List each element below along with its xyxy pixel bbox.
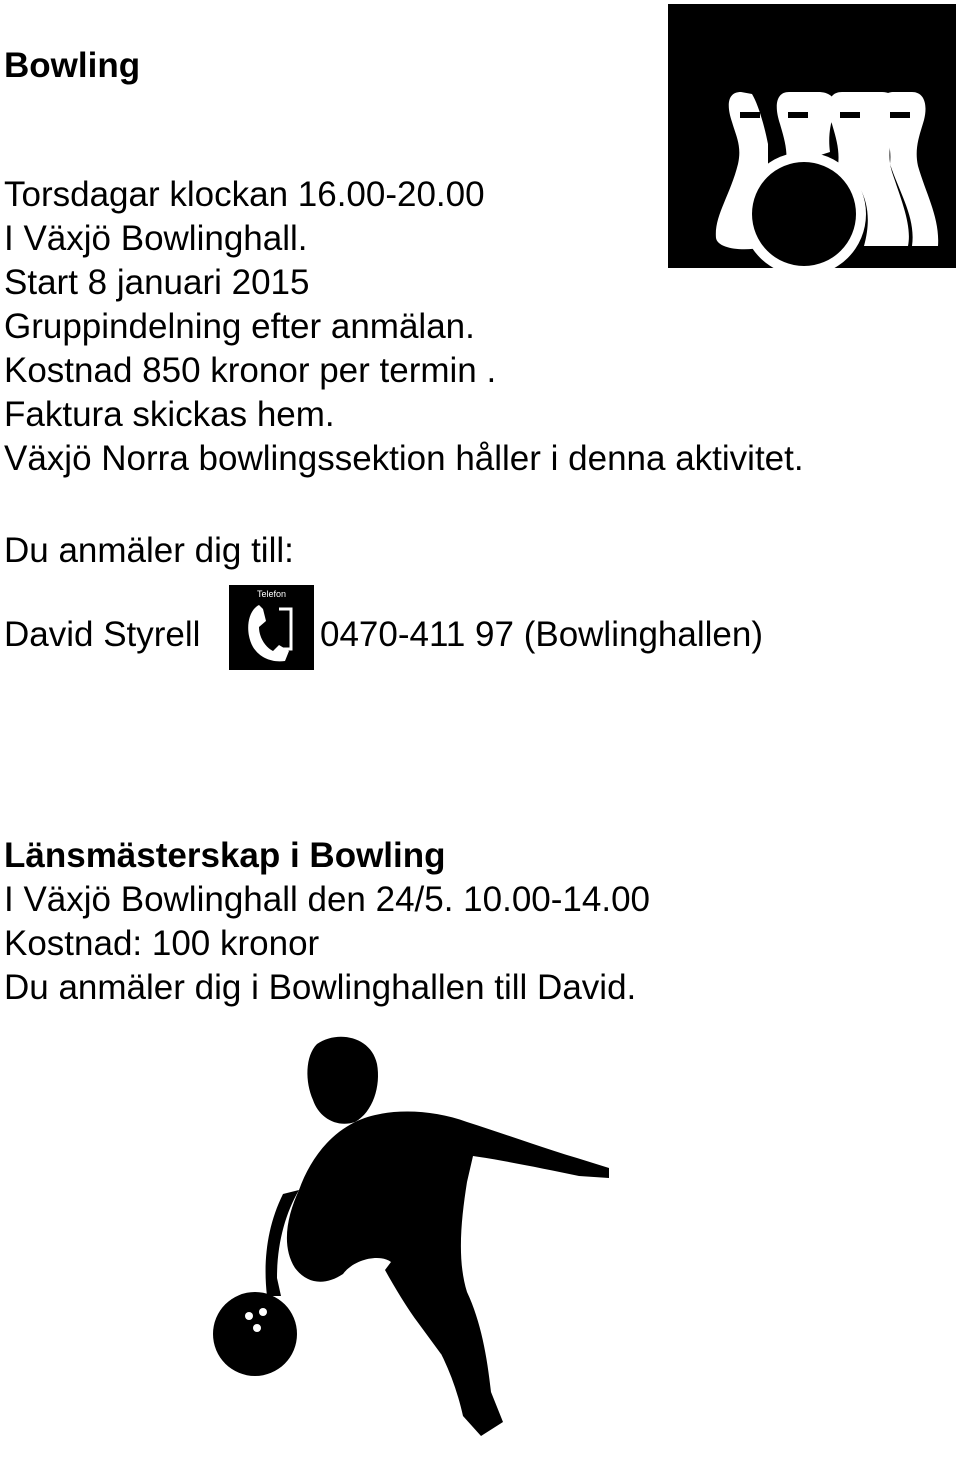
info-line-3: Start 8 januari 2015 [4, 263, 310, 302]
championship-line-2: Kostnad: 100 kronor [4, 924, 320, 963]
info-line-7: Växjö Norra bowlingssektion håller i denna aktivitet. [4, 439, 804, 478]
contact-row [4, 613, 904, 657]
telephone-icon [229, 585, 314, 670]
championship-line-3: Du anmäler dig i Bowlinghallen till David. [4, 968, 637, 1007]
bowling-pins-icon [668, 4, 956, 268]
signup-label: Du anmäler dig till: [4, 531, 294, 570]
championship-title: Länsmästerskap i Bowling [4, 836, 446, 875]
page-heading: Bowling [4, 46, 141, 85]
championship-line-1: I Växjö Bowlinghall den 24/5. 10.00-14.00 [4, 880, 651, 919]
contact-name: David Styrell [4, 615, 201, 654]
info-line-6: Faktura skickas hem. [4, 395, 335, 434]
info-line-4: Gruppindelning efter anmälan. [4, 307, 475, 346]
contact-phone: 0470-411 97 (Bowlinghallen) [320, 615, 763, 654]
info-line-2: I Växjö Bowlinghall. [4, 219, 308, 258]
bowler-figure-icon [205, 1030, 625, 1460]
info-line-1: Torsdagar klockan 16.00-20.00 [4, 175, 485, 214]
info-line-5: Kostnad 850 kronor per termin . [4, 351, 497, 390]
phone-icon-label: Telefon [256, 589, 287, 599]
